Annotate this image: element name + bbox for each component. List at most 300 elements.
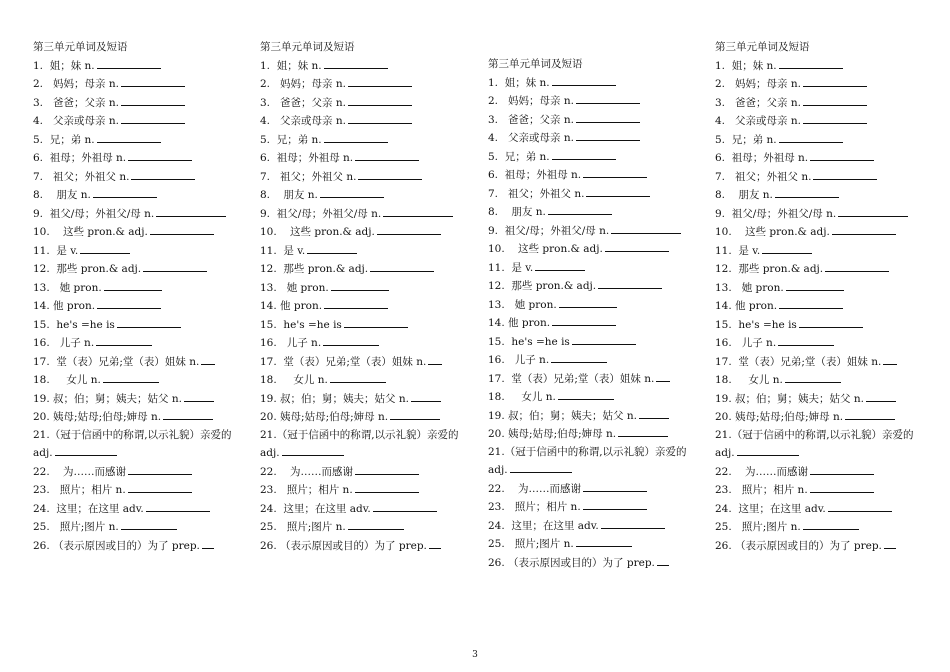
answer-blank[interactable] bbox=[96, 334, 152, 346]
vocab-item bbox=[33, 408, 238, 427]
item-prompt: 祖父；外祖父 n. bbox=[498, 187, 585, 200]
answer-blank[interactable] bbox=[583, 480, 647, 492]
item-prompt: 为……而感谢 bbox=[731, 465, 809, 478]
answer-blank[interactable] bbox=[355, 463, 419, 475]
vocab-item bbox=[260, 463, 465, 482]
item-prompt: 姨母;姑母;伯母;婶母 n. bbox=[276, 411, 389, 423]
item-number: 26. bbox=[260, 539, 277, 552]
item-number: 8. bbox=[33, 189, 44, 201]
item-prompt: 照片；相片 n. bbox=[731, 484, 808, 496]
item-prompt: 姨母;姑母;伯母;婶母 n. bbox=[49, 411, 162, 423]
item-number: 15. bbox=[488, 335, 505, 348]
answer-blank[interactable] bbox=[576, 535, 632, 547]
answer-blank[interactable] bbox=[559, 296, 617, 308]
vocab-item bbox=[715, 57, 920, 76]
item-number: 6. bbox=[33, 152, 44, 164]
item-prompt: he's =he is bbox=[49, 318, 115, 331]
item-prompt: 照片;图片 n. bbox=[276, 521, 346, 533]
item-number: 8. bbox=[488, 206, 499, 218]
item-number: 22. bbox=[33, 465, 50, 478]
answer-blank[interactable] bbox=[97, 297, 161, 309]
item-prompt: 姐；妹 n. bbox=[498, 76, 550, 89]
item-prompt: 照片;图片 n. bbox=[504, 538, 574, 550]
answer-blank[interactable] bbox=[810, 463, 874, 475]
item-number: 14. bbox=[488, 317, 505, 329]
item-prompt: 他 pron. bbox=[276, 300, 323, 312]
vocab-item bbox=[715, 481, 920, 500]
item-prompt: （表示原因或目的）为了 prep. bbox=[49, 539, 200, 552]
item-number: 20. bbox=[715, 411, 732, 423]
answer-blank[interactable] bbox=[828, 500, 892, 512]
item-number: 18. bbox=[33, 374, 50, 386]
page-number: 3 bbox=[472, 650, 478, 660]
answer-blank[interactable] bbox=[883, 353, 897, 365]
item-number: 15. bbox=[260, 318, 277, 331]
item-prompt: 堂（表）兄弟;堂（表）姐妹 n. bbox=[49, 355, 200, 368]
item-number: 4. bbox=[260, 115, 271, 127]
vocab-item bbox=[33, 186, 238, 205]
item-number: 7. bbox=[715, 170, 726, 183]
answer-blank[interactable] bbox=[605, 240, 669, 252]
item-prompt: 兄；弟 n. bbox=[270, 133, 322, 146]
answer-blank[interactable] bbox=[121, 75, 185, 87]
item-prompt: （冠于信函中的称谓,以示礼貌）亲爱的 adj. bbox=[488, 445, 690, 476]
item-number: 13. bbox=[260, 281, 277, 294]
answer-blank[interactable] bbox=[576, 92, 640, 104]
vocab-item bbox=[33, 537, 238, 556]
item-prompt: 这些 pron.& adj. bbox=[49, 226, 148, 238]
vocab-item bbox=[715, 186, 920, 205]
item-prompt: 女儿 n. bbox=[49, 374, 101, 386]
item-number: 21. bbox=[715, 428, 732, 441]
answer-blank[interactable] bbox=[832, 223, 896, 235]
answer-blank[interactable] bbox=[411, 390, 441, 402]
item-number: 3. bbox=[715, 96, 726, 109]
item-prompt: 儿子 n. bbox=[49, 337, 95, 349]
vocab-item bbox=[715, 279, 920, 298]
vocab-item bbox=[260, 112, 465, 131]
item-number: 1. bbox=[715, 59, 726, 72]
item-prompt: 叔；伯；舅；姨夫；姑父 n. bbox=[276, 392, 409, 405]
answer-blank[interactable] bbox=[786, 279, 844, 291]
item-prompt: 朋友 n. bbox=[498, 206, 546, 218]
answer-blank[interactable] bbox=[202, 537, 214, 549]
item-prompt: （表示原因或目的）为了 prep. bbox=[504, 556, 655, 569]
answer-blank[interactable] bbox=[779, 131, 843, 143]
vocab-item bbox=[488, 425, 693, 444]
item-prompt: 那些 pron.& adj. bbox=[731, 263, 824, 275]
answer-blank[interactable] bbox=[803, 112, 867, 124]
answer-blank[interactable] bbox=[55, 444, 117, 456]
vocab-item bbox=[715, 334, 920, 353]
item-number: 20. bbox=[488, 428, 505, 440]
item-number: 8. bbox=[715, 189, 726, 201]
answer-blank[interactable] bbox=[583, 498, 647, 510]
answer-blank[interactable] bbox=[348, 112, 412, 124]
answer-blank[interactable] bbox=[330, 371, 386, 383]
answer-blank[interactable] bbox=[810, 481, 874, 493]
vocab-item bbox=[715, 390, 920, 409]
vocab-item bbox=[715, 260, 920, 279]
answer-blank[interactable] bbox=[639, 407, 669, 419]
item-number: 1. bbox=[33, 59, 44, 72]
item-number: 25. bbox=[260, 521, 277, 533]
item-prompt: 这里；在这里 adv. bbox=[49, 502, 144, 515]
item-number: 23. bbox=[488, 501, 505, 513]
item-prompt: 祖父；外祖父 n. bbox=[270, 170, 357, 183]
item-number: 5. bbox=[715, 133, 726, 146]
item-prompt: 女儿 n. bbox=[731, 374, 783, 386]
answer-blank[interactable] bbox=[117, 316, 181, 328]
item-number: 13. bbox=[488, 298, 505, 311]
answer-blank[interactable] bbox=[307, 242, 357, 254]
item-number: 10. bbox=[715, 226, 732, 238]
vocab-item bbox=[260, 205, 465, 224]
answer-blank[interactable] bbox=[775, 186, 839, 198]
item-number: 26. bbox=[33, 539, 50, 552]
item-prompt: 妈妈；母亲 n. bbox=[498, 95, 574, 107]
item-number: 11. bbox=[260, 244, 277, 257]
answer-blank[interactable] bbox=[884, 537, 896, 549]
vocab-item bbox=[488, 240, 693, 259]
answer-blank[interactable] bbox=[779, 57, 843, 69]
item-number: 19. bbox=[260, 392, 277, 405]
answer-blank[interactable] bbox=[803, 75, 867, 87]
answer-blank[interactable] bbox=[97, 57, 161, 69]
item-number: 16. bbox=[488, 354, 505, 366]
answer-blank[interactable] bbox=[552, 74, 616, 86]
answer-blank[interactable] bbox=[810, 149, 874, 161]
item-number: 8. bbox=[260, 189, 271, 201]
item-number: 26. bbox=[488, 556, 505, 569]
answer-blank[interactable] bbox=[348, 518, 404, 530]
vocab-item bbox=[260, 481, 465, 500]
item-number: 24. bbox=[33, 502, 50, 515]
item-prompt: 儿子 n. bbox=[731, 337, 777, 349]
item-number: 9. bbox=[488, 224, 499, 237]
vocab-item bbox=[715, 408, 920, 427]
vocab-item bbox=[715, 168, 920, 187]
answer-blank[interactable] bbox=[128, 481, 192, 493]
item-number: 13. bbox=[33, 281, 50, 294]
answer-blank[interactable] bbox=[121, 112, 185, 124]
answer-blank[interactable] bbox=[324, 297, 388, 309]
item-number: 11. bbox=[715, 244, 732, 257]
item-prompt: 祖父；外祖父 n. bbox=[43, 170, 130, 183]
item-number: 23. bbox=[715, 484, 732, 496]
answer-blank[interactable] bbox=[128, 149, 192, 161]
answer-blank[interactable] bbox=[576, 111, 640, 123]
answer-blank[interactable] bbox=[813, 168, 877, 180]
answer-blank[interactable] bbox=[201, 353, 215, 365]
item-number: 14. bbox=[715, 300, 732, 312]
item-number: 16. bbox=[33, 337, 50, 349]
vocab-item bbox=[715, 242, 920, 261]
answer-blank[interactable] bbox=[131, 168, 195, 180]
answer-blank[interactable] bbox=[143, 260, 207, 272]
item-prompt: 她 pron. bbox=[731, 281, 784, 294]
answer-blank[interactable] bbox=[150, 223, 214, 235]
answer-blank[interactable] bbox=[548, 203, 612, 215]
vocab-item bbox=[33, 500, 238, 519]
item-prompt: he's =he is bbox=[276, 318, 342, 331]
vocab-item bbox=[260, 131, 465, 150]
item-prompt: （冠于信函中的称谓,以示礼貌）亲爱的 adj. bbox=[715, 428, 917, 459]
vocab-item bbox=[488, 370, 693, 389]
item-number: 10. bbox=[488, 243, 505, 255]
vocab-item bbox=[715, 518, 920, 537]
item-number: 9. bbox=[33, 207, 44, 220]
answer-blank[interactable] bbox=[778, 334, 834, 346]
item-prompt: 叔；伯；舅；姨夫；姑父 n. bbox=[731, 392, 864, 405]
item-number: 23. bbox=[33, 484, 50, 496]
answer-blank[interactable] bbox=[163, 408, 213, 420]
answer-blank[interactable] bbox=[355, 481, 419, 493]
answer-blank[interactable] bbox=[331, 279, 389, 291]
vocab-item bbox=[260, 223, 465, 242]
vocab-item bbox=[488, 296, 693, 315]
vocab-item bbox=[260, 334, 465, 353]
answer-blank[interactable] bbox=[799, 316, 863, 328]
answer-blank[interactable] bbox=[390, 408, 440, 420]
answer-blank[interactable] bbox=[146, 500, 210, 512]
item-prompt: 爸爸；父亲 n. bbox=[270, 96, 346, 109]
item-prompt: 这些 pron.& adj. bbox=[276, 226, 375, 238]
item-number: 15. bbox=[33, 318, 50, 331]
item-number: 20. bbox=[260, 411, 277, 423]
answer-blank[interactable] bbox=[282, 444, 344, 456]
vocab-item bbox=[715, 537, 920, 556]
item-prompt: 他 pron. bbox=[504, 317, 551, 329]
answer-blank[interactable] bbox=[97, 131, 161, 143]
answer-blank[interactable] bbox=[80, 242, 130, 254]
answer-blank[interactable] bbox=[552, 314, 616, 326]
item-prompt: 妈妈；母亲 n. bbox=[43, 78, 119, 90]
item-number: 19. bbox=[715, 392, 732, 405]
vocab-item bbox=[488, 148, 693, 167]
item-prompt: 这里；在这里 adv. bbox=[731, 502, 826, 515]
item-prompt: 这里；在这里 adv. bbox=[276, 502, 371, 515]
vocab-item bbox=[488, 333, 693, 352]
answer-blank[interactable] bbox=[825, 260, 889, 272]
answer-blank[interactable] bbox=[657, 554, 669, 566]
answer-blank[interactable] bbox=[737, 444, 799, 456]
vocab-item bbox=[33, 131, 238, 150]
item-number: 3. bbox=[488, 113, 499, 126]
item-prompt: 为……而感谢 bbox=[49, 465, 127, 478]
item-prompt: 父亲或母亲 n. bbox=[725, 115, 801, 127]
worksheet-column-1 bbox=[33, 39, 238, 555]
answer-blank[interactable] bbox=[428, 353, 442, 365]
answer-blank[interactable] bbox=[762, 242, 812, 254]
item-prompt: 是 v. bbox=[276, 244, 306, 257]
vocab-item bbox=[715, 94, 920, 113]
vocab-item bbox=[33, 427, 238, 463]
vocab-item bbox=[260, 427, 465, 463]
item-prompt: 照片;图片 n. bbox=[49, 521, 119, 533]
vocab-item bbox=[488, 407, 693, 426]
item-number: 10. bbox=[260, 226, 277, 238]
item-number: 9. bbox=[715, 207, 726, 220]
answer-blank[interactable] bbox=[324, 131, 388, 143]
vocab-item bbox=[33, 168, 238, 187]
answer-blank[interactable] bbox=[370, 260, 434, 272]
item-prompt: 祖父/母；外祖父/母 n. bbox=[725, 207, 837, 220]
vocab-item bbox=[715, 149, 920, 168]
item-number: 17. bbox=[260, 355, 277, 368]
item-number: 17. bbox=[488, 372, 505, 385]
item-prompt: 女儿 n. bbox=[504, 391, 556, 403]
vocab-item bbox=[488, 277, 693, 296]
answer-blank[interactable] bbox=[358, 168, 422, 180]
item-number: 12. bbox=[33, 263, 50, 275]
vocab-item bbox=[260, 390, 465, 409]
vocab-item bbox=[488, 92, 693, 111]
item-prompt: 是 v. bbox=[731, 244, 761, 257]
answer-blank[interactable] bbox=[93, 186, 157, 198]
item-prompt: 兄；弟 n. bbox=[498, 150, 550, 163]
answer-blank[interactable] bbox=[377, 223, 441, 235]
answer-blank[interactable] bbox=[785, 371, 841, 383]
item-prompt: 堂（表）兄弟;堂（表）姐妹 n. bbox=[504, 372, 655, 385]
answer-blank[interactable] bbox=[320, 186, 384, 198]
vocab-item bbox=[33, 390, 238, 409]
vocab-item bbox=[260, 94, 465, 113]
item-prompt: 姐；妹 n. bbox=[725, 59, 777, 72]
item-prompt: 照片;图片 n. bbox=[731, 521, 801, 533]
vocab-item bbox=[715, 316, 920, 335]
answer-blank[interactable] bbox=[128, 463, 192, 475]
answer-blank[interactable] bbox=[576, 129, 640, 141]
item-prompt: 照片；相片 n. bbox=[504, 501, 581, 513]
answer-blank[interactable] bbox=[618, 425, 668, 437]
worksheet-column-3 bbox=[488, 56, 693, 572]
item-prompt: 那些 pron.& adj. bbox=[504, 280, 597, 292]
vocab-item bbox=[488, 259, 693, 278]
item-prompt: 为……而感谢 bbox=[276, 465, 354, 478]
answer-blank[interactable] bbox=[583, 166, 647, 178]
item-number: 6. bbox=[488, 169, 499, 181]
answer-blank[interactable] bbox=[355, 149, 419, 161]
vocab-item bbox=[260, 260, 465, 279]
item-prompt: 这里；在这里 adv. bbox=[504, 519, 599, 532]
vocab-item bbox=[260, 75, 465, 94]
answer-blank[interactable] bbox=[121, 518, 177, 530]
vocab-item bbox=[33, 57, 238, 76]
answer-blank[interactable] bbox=[103, 371, 159, 383]
item-number: 18. bbox=[488, 391, 505, 403]
item-prompt: 这些 pron.& adj. bbox=[731, 226, 830, 238]
answer-blank[interactable] bbox=[601, 517, 665, 529]
item-number: 24. bbox=[488, 519, 505, 532]
vocab-item bbox=[715, 371, 920, 390]
item-number: 15. bbox=[715, 318, 732, 331]
answer-blank[interactable] bbox=[572, 333, 636, 345]
item-number: 7. bbox=[488, 187, 499, 200]
answer-blank[interactable] bbox=[184, 390, 214, 402]
item-number: 1. bbox=[260, 59, 271, 72]
answer-blank[interactable] bbox=[598, 277, 662, 289]
vocab-item bbox=[260, 408, 465, 427]
answer-blank[interactable] bbox=[803, 94, 867, 106]
vocab-item bbox=[260, 537, 465, 556]
item-prompt: 兄；弟 n. bbox=[43, 133, 95, 146]
item-prompt: 祖父/母；外祖父/母 n. bbox=[498, 224, 610, 237]
answer-blank[interactable] bbox=[348, 94, 412, 106]
vocab-item bbox=[488, 388, 693, 407]
item-prompt: （冠于信函中的称谓,以示礼貌）亲爱的 adj. bbox=[260, 428, 462, 459]
answer-blank[interactable] bbox=[558, 388, 614, 400]
item-prompt: 爸爸；父亲 n. bbox=[725, 96, 801, 109]
item-prompt: 她 pron. bbox=[49, 281, 102, 294]
answer-blank[interactable] bbox=[803, 518, 859, 530]
item-number: 21. bbox=[260, 428, 277, 441]
item-prompt: 儿子 n. bbox=[276, 337, 322, 349]
answer-blank[interactable] bbox=[552, 148, 616, 160]
item-prompt: 那些 pron.& adj. bbox=[276, 263, 369, 275]
answer-blank[interactable] bbox=[344, 316, 408, 328]
item-prompt: 姨母;姑母;伯母;婶母 n. bbox=[731, 411, 844, 423]
item-number: 21. bbox=[33, 428, 50, 441]
answer-blank[interactable] bbox=[323, 334, 379, 346]
answer-blank[interactable] bbox=[156, 205, 226, 217]
vocab-item bbox=[33, 518, 238, 537]
item-prompt: 祖母；外祖母 n. bbox=[270, 152, 354, 164]
item-number: 2. bbox=[33, 78, 44, 90]
vocab-item bbox=[33, 463, 238, 482]
answer-blank[interactable] bbox=[611, 222, 681, 234]
item-prompt: he's =he is bbox=[731, 318, 797, 331]
item-prompt: 是 v. bbox=[504, 261, 534, 274]
answer-blank[interactable] bbox=[121, 94, 185, 106]
answer-blank[interactable] bbox=[586, 185, 650, 197]
vocab-item bbox=[260, 371, 465, 390]
answer-blank[interactable] bbox=[510, 461, 572, 473]
answer-blank[interactable] bbox=[373, 500, 437, 512]
answer-blank[interactable] bbox=[866, 390, 896, 402]
vocab-item bbox=[715, 223, 920, 242]
item-prompt: 她 pron. bbox=[504, 298, 557, 311]
answer-blank[interactable] bbox=[845, 408, 895, 420]
item-number: 19. bbox=[33, 392, 50, 405]
answer-blank[interactable] bbox=[429, 537, 441, 549]
vocab-item bbox=[260, 168, 465, 187]
answer-blank[interactable] bbox=[551, 351, 607, 363]
answer-blank[interactable] bbox=[838, 205, 908, 217]
answer-blank[interactable] bbox=[535, 259, 585, 271]
vocab-item bbox=[260, 353, 465, 372]
item-prompt: 堂（表）兄弟;堂（表）姐妹 n. bbox=[731, 355, 882, 368]
item-number: 13. bbox=[715, 281, 732, 294]
item-number: 14. bbox=[33, 300, 50, 312]
item-number: 22. bbox=[488, 482, 505, 495]
answer-blank[interactable] bbox=[348, 75, 412, 87]
worksheet-title: 第三单元单词及短语 bbox=[488, 58, 583, 70]
vocab-item bbox=[33, 316, 238, 335]
item-number: 25. bbox=[488, 538, 505, 550]
vocab-item bbox=[488, 185, 693, 204]
answer-blank[interactable] bbox=[324, 57, 388, 69]
item-prompt: 叔；伯；舅；姨夫；姑父 n. bbox=[49, 392, 182, 405]
item-prompt: 祖母；外祖母 n. bbox=[498, 169, 582, 181]
answer-blank[interactable] bbox=[383, 205, 453, 217]
vocab-item bbox=[488, 535, 693, 554]
vocab-item bbox=[260, 279, 465, 298]
answer-blank[interactable] bbox=[779, 297, 843, 309]
item-prompt: 这些 pron.& adj. bbox=[504, 243, 603, 255]
answer-blank[interactable] bbox=[656, 370, 670, 382]
answer-blank[interactable] bbox=[104, 279, 162, 291]
